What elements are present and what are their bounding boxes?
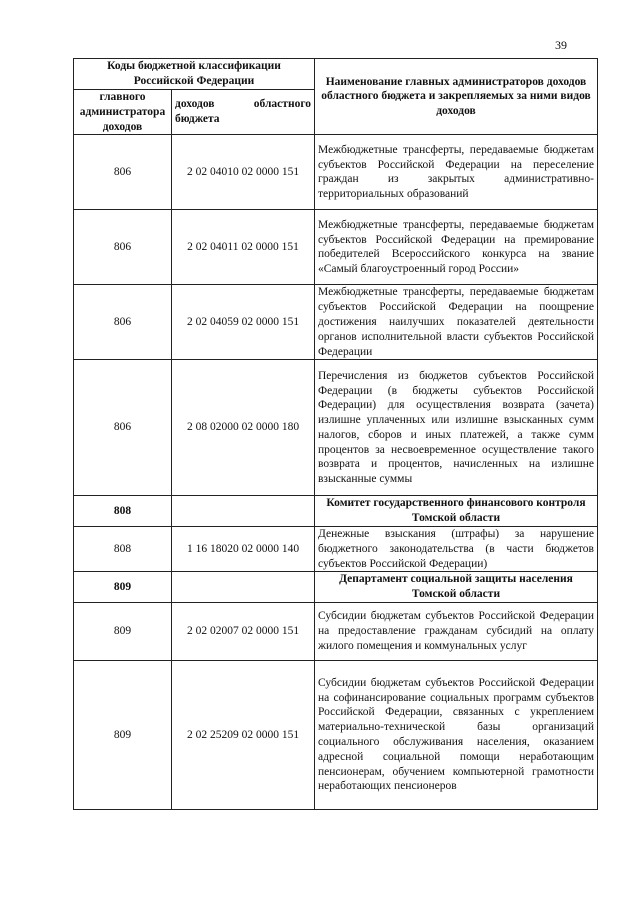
table-row: [74, 602, 598, 660]
cell-income-code: [172, 572, 315, 603]
cell-income-description: Межбюджетные трансферты, передаваемые бюджетам субъектов Российской Федерации на поощрение достижения наилучших показателей деятельности органов исполнительной власти субъектов Российской Федерации: [315, 285, 598, 360]
cell-income-description: Денежные взыскания (штрафы) за нарушение бюджетного законодательства (в части бюджетов субъектов Российской Федерации): [315, 526, 598, 571]
cell-administrator-code: 809: [74, 602, 172, 660]
table-row: [74, 135, 598, 210]
cell-income-code: [172, 496, 315, 527]
cell-income-code: 2 02 04011 02 0000 151: [172, 210, 315, 285]
table-body: [74, 135, 598, 810]
cell-income-description: Субсидии бюджетам субъектов Российской Федерации на предоставление гражданам субсидий на оплату жилого помещения и коммунальных услуг: [315, 602, 598, 660]
cell-income-code: 2 02 25209 02 0000 151: [172, 660, 315, 809]
cell-administrator-code: 809: [74, 572, 172, 603]
table-row: [74, 210, 598, 285]
cell-income-description: Субсидии бюджетам субъектов Российской Федерации на софинансирование социальных программ субъектов Российской Федерации, связанных с укреплением материально-технической базы организаций социального обслуживания населения, оказанием адресной социальной помощи неработающим пенсионерам, обучением компьютерной грамотности неработающих пенсионеров: [315, 660, 598, 809]
cell-administrator-name: Департамент социальной защиты населения Томской области: [315, 572, 598, 603]
cell-administrator-code: 808: [74, 526, 172, 571]
cell-income-code: 1 16 18020 02 0000 140: [172, 526, 315, 571]
table-row: [74, 660, 598, 809]
cell-administrator-code: 808: [74, 496, 172, 527]
table-row: [74, 360, 598, 496]
cell-administrator-code: 806: [74, 360, 172, 496]
cell-income-description: Межбюджетные трансферты, передаваемые бюджетам субъектов Российской Федерации на переселение граждан из закрытых административно-территориальных образований: [315, 135, 598, 210]
cell-administrator-code: 809: [74, 660, 172, 809]
header-main-administrator: главного администратора доходов: [74, 90, 172, 135]
cell-income-code: 2 02 02007 02 0000 151: [172, 602, 315, 660]
cell-administrator-code: 806: [74, 285, 172, 360]
table-row: [74, 285, 598, 360]
budget-classification-table: [73, 58, 598, 810]
header-regional-income: доходов областного бюджета: [172, 90, 315, 135]
cell-income-code: 2 02 04010 02 0000 151: [172, 135, 315, 210]
section-row: [74, 572, 598, 603]
cell-income-description: Перечисления из бюджетов субъектов Российской Федерации (в бюджеты субъектов Российской Федерации) для осуществления возврата (зачета) излишне уплаченных или излишне взысканных сумм налогов, сборов и иных платежей, а также сумм процентов за несвоевременное осуществление такого возврата и процентов, начисленных на излишне взысканные суммы: [315, 360, 598, 496]
cell-administrator-name: Комитет государственного финансового контроля Томской области: [315, 496, 598, 527]
table-row: [74, 526, 598, 571]
page-number: 39: [555, 38, 567, 52]
header-codes-group: Коды бюджетной классификации Российской Федерации: [74, 59, 315, 90]
cell-administrator-code: 806: [74, 135, 172, 210]
header-administrator-name: Наименование главных администраторов доходов областного бюджета и закрепляемых за ними видов доходов: [315, 59, 598, 135]
cell-income-code: 2 02 04059 02 0000 151: [172, 285, 315, 360]
cell-income-description: Межбюджетные трансферты, передаваемые бюджетам субъектов Российской Федерации на премирование победителей Всероссийского конкурса на звание «Самый благоустроенный город России»: [315, 210, 598, 285]
cell-income-code: 2 08 02000 02 0000 180: [172, 360, 315, 496]
section-row: [74, 496, 598, 527]
cell-administrator-code: 806: [74, 210, 172, 285]
